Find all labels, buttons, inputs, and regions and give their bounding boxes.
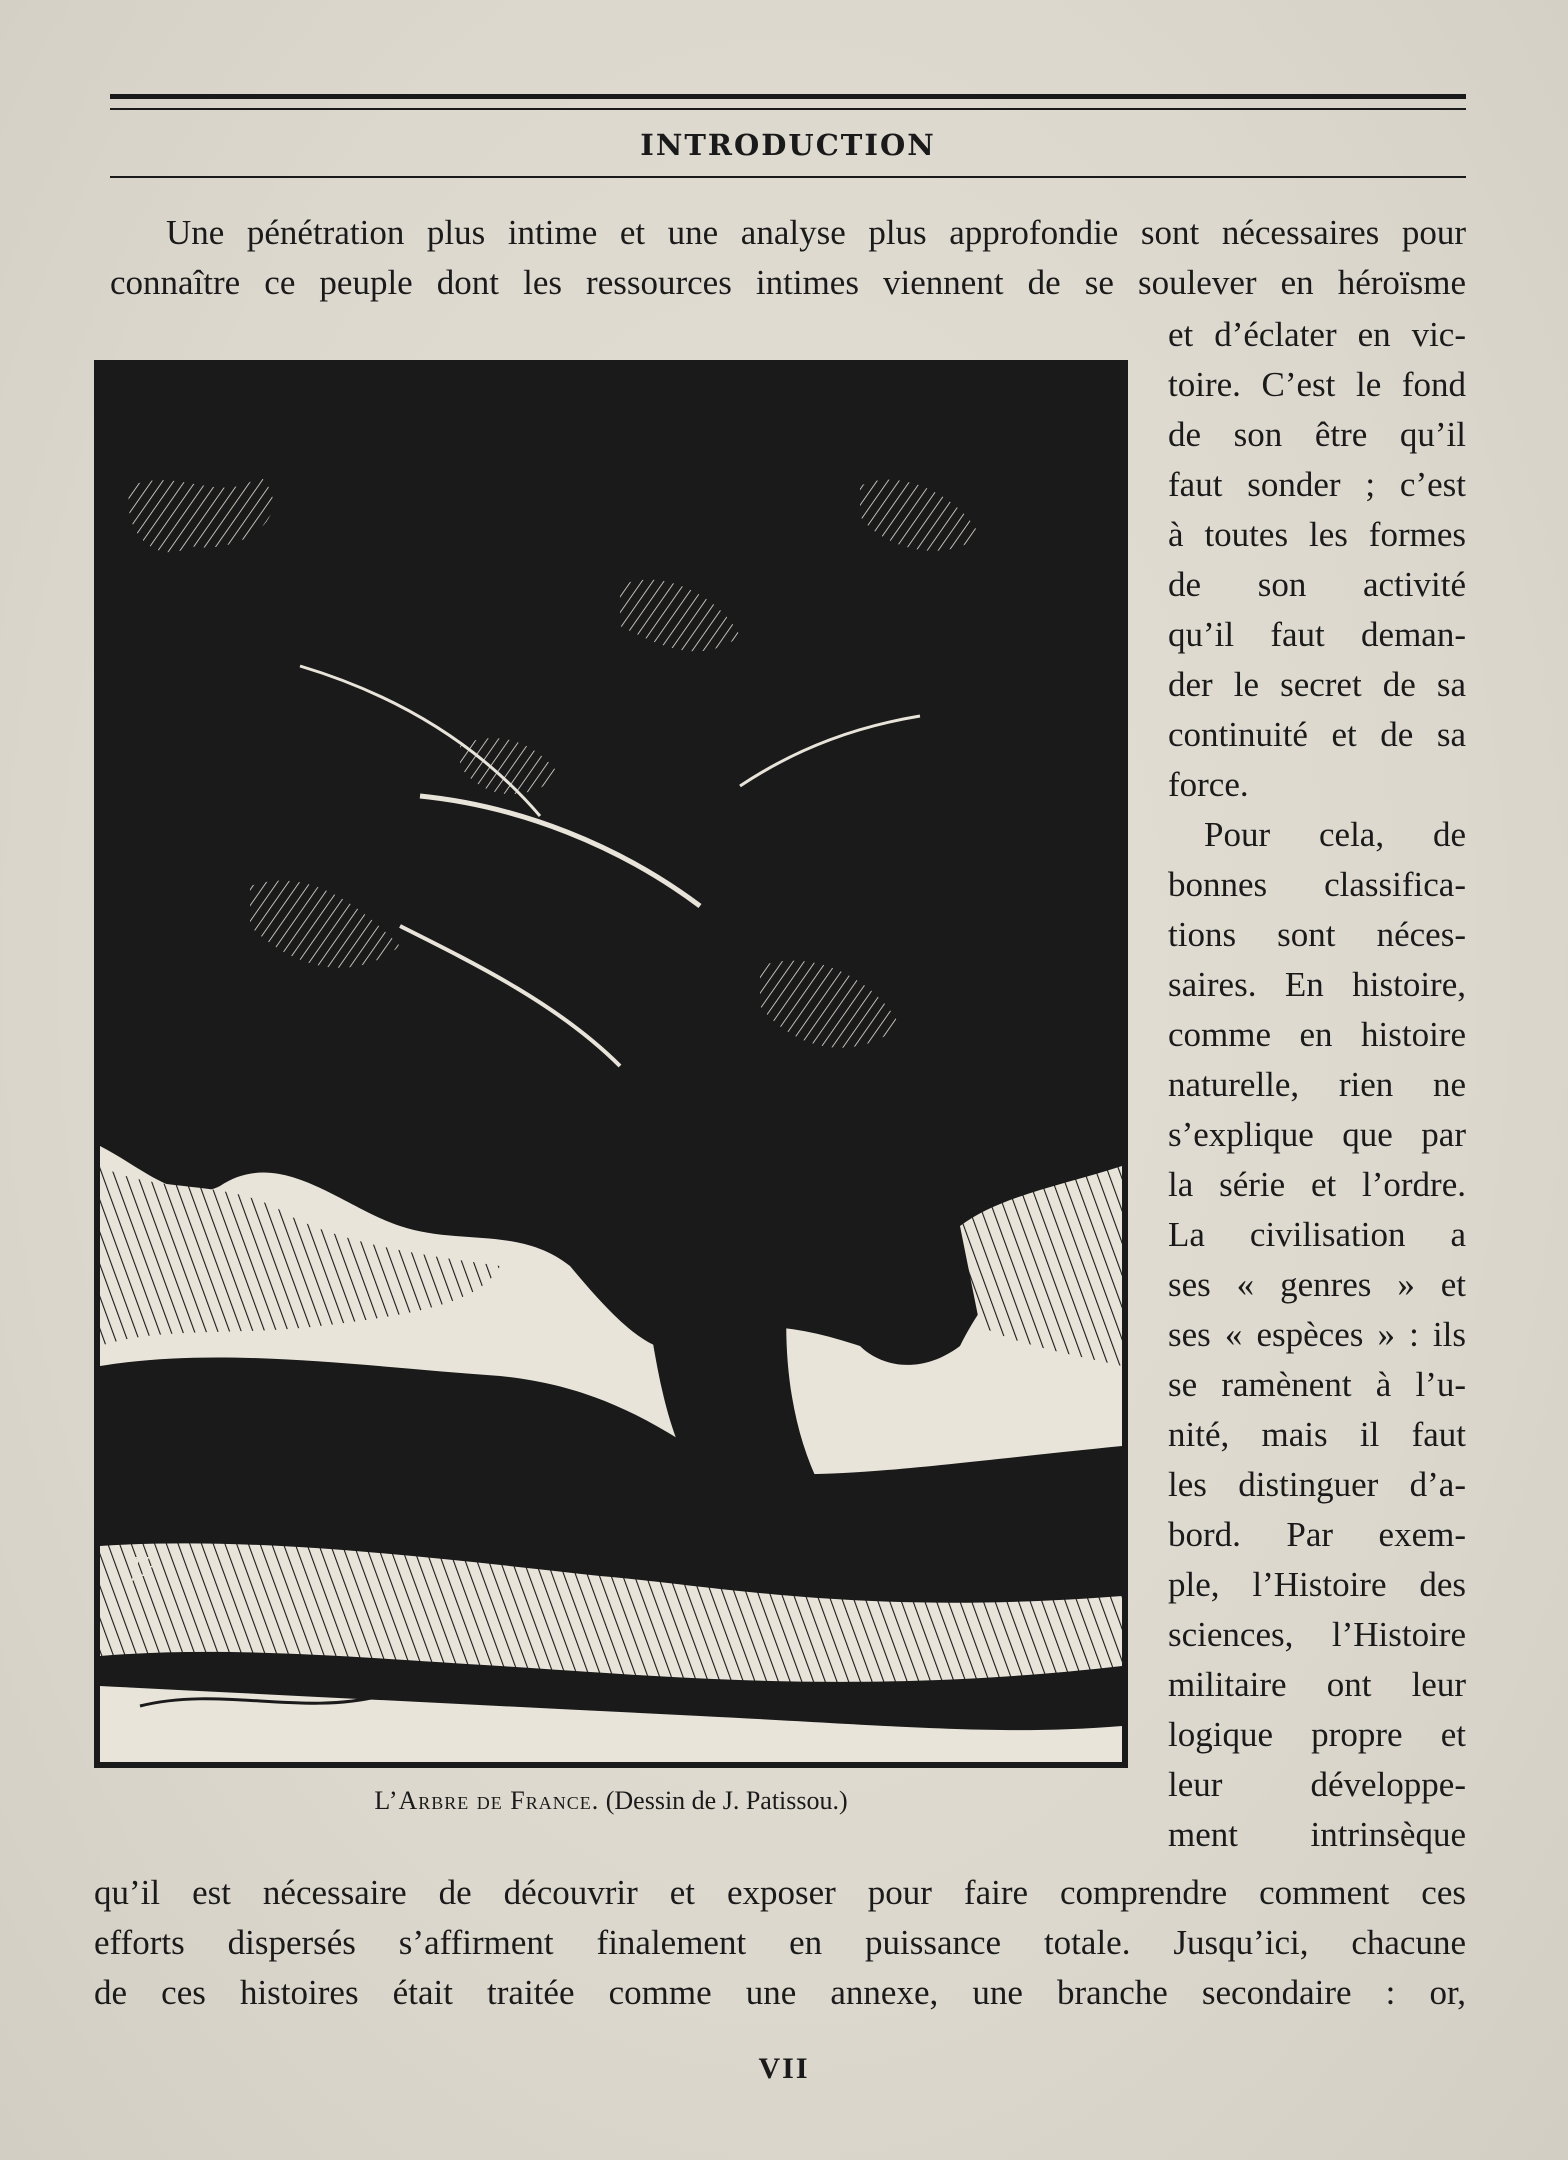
text-line: connaître ce peuple dont les ressources intimes viennent de se soulever en héroïsme — [110, 263, 1466, 302]
caption-credit: (Dessin de J. Patissou.) — [605, 1786, 848, 1815]
text-line: ment intrinsèque — [1168, 1815, 1466, 1854]
caption-title: L’Arbre de France. — [374, 1786, 600, 1815]
figure-caption — [94, 1786, 1128, 1816]
tree-illustration — [94, 360, 1128, 1768]
text-line: logique propre et — [1168, 1715, 1466, 1754]
header-rule-top — [110, 94, 1466, 99]
text-line: efforts dispersés s’affirment finalement en puissance totale. Jusqu’ici, chacune — [94, 1923, 1466, 1962]
text-line: qu’il faut deman- — [1168, 615, 1466, 654]
text-line: force. — [1168, 765, 1249, 804]
text-line: der le secret de sa — [1168, 665, 1466, 704]
text-line: La civilisation a — [1168, 1215, 1466, 1254]
text-line: leur développe- — [1168, 1765, 1466, 1804]
text-line: qu’il est nécessaire de découvrir et exposer pour faire comprendre comment ces — [94, 1873, 1466, 1912]
continuation-paragraph — [94, 1868, 1466, 2018]
text-line: Pour cela, de — [1204, 815, 1466, 854]
text-line: bord. Par exem- — [1168, 1515, 1466, 1554]
text-line: et d’éclater en vic- — [1168, 315, 1466, 354]
side-column-text — [1168, 310, 1466, 1860]
text-line: tions sont néces- — [1168, 915, 1466, 954]
intro-paragraph — [110, 208, 1466, 308]
running-header: INTRODUCTION — [640, 128, 936, 162]
header-rule-bottom — [110, 176, 1466, 178]
text-line: sciences, l’Histoire — [1168, 1615, 1466, 1654]
text-line: à toutes les formes — [1168, 515, 1466, 554]
text-line: bonnes classifica- — [1168, 865, 1466, 904]
text-line: les distinguer d’a- — [1168, 1465, 1466, 1504]
text-line: militaire ont leur — [1168, 1665, 1466, 1704]
text-line: ple, l’Histoire des — [1168, 1565, 1466, 1604]
text-line: de son activité — [1168, 565, 1466, 604]
text-line: comme en histoire — [1168, 1015, 1466, 1054]
text-line: nité, mais il faut — [1168, 1415, 1466, 1454]
text-line: Une pénétration plus intime et une analyse plus approfondie sont nécessaires pour — [166, 213, 1466, 252]
text-line: ses « genres » et — [1168, 1265, 1466, 1304]
text-line: ses « espèces » : ils — [1168, 1315, 1466, 1354]
text-line: se ramènent à l’u- — [1168, 1365, 1466, 1404]
text-line: faut sonder ; c’est — [1168, 465, 1466, 504]
text-line: de ces histoires était traitée comme une annexe, une branche secondaire : or, — [94, 1973, 1466, 2012]
text-line: continuité et de sa — [1168, 715, 1466, 754]
text-line: la série et l’ordre. — [1168, 1165, 1466, 1204]
text-line: de son être qu’il — [1168, 415, 1466, 454]
text-line: saires. En histoire, — [1168, 965, 1466, 1004]
artist-signature: JP — [130, 1553, 158, 1583]
text-line: s’explique que par — [1168, 1115, 1466, 1154]
header-rule-thin — [110, 108, 1466, 110]
text-line: naturelle, rien ne — [1168, 1065, 1466, 1104]
page-number: VII — [758, 2052, 810, 2085]
tree-drawing — [100, 366, 1122, 1762]
text-line: toire. C’est le fond — [1168, 365, 1466, 404]
